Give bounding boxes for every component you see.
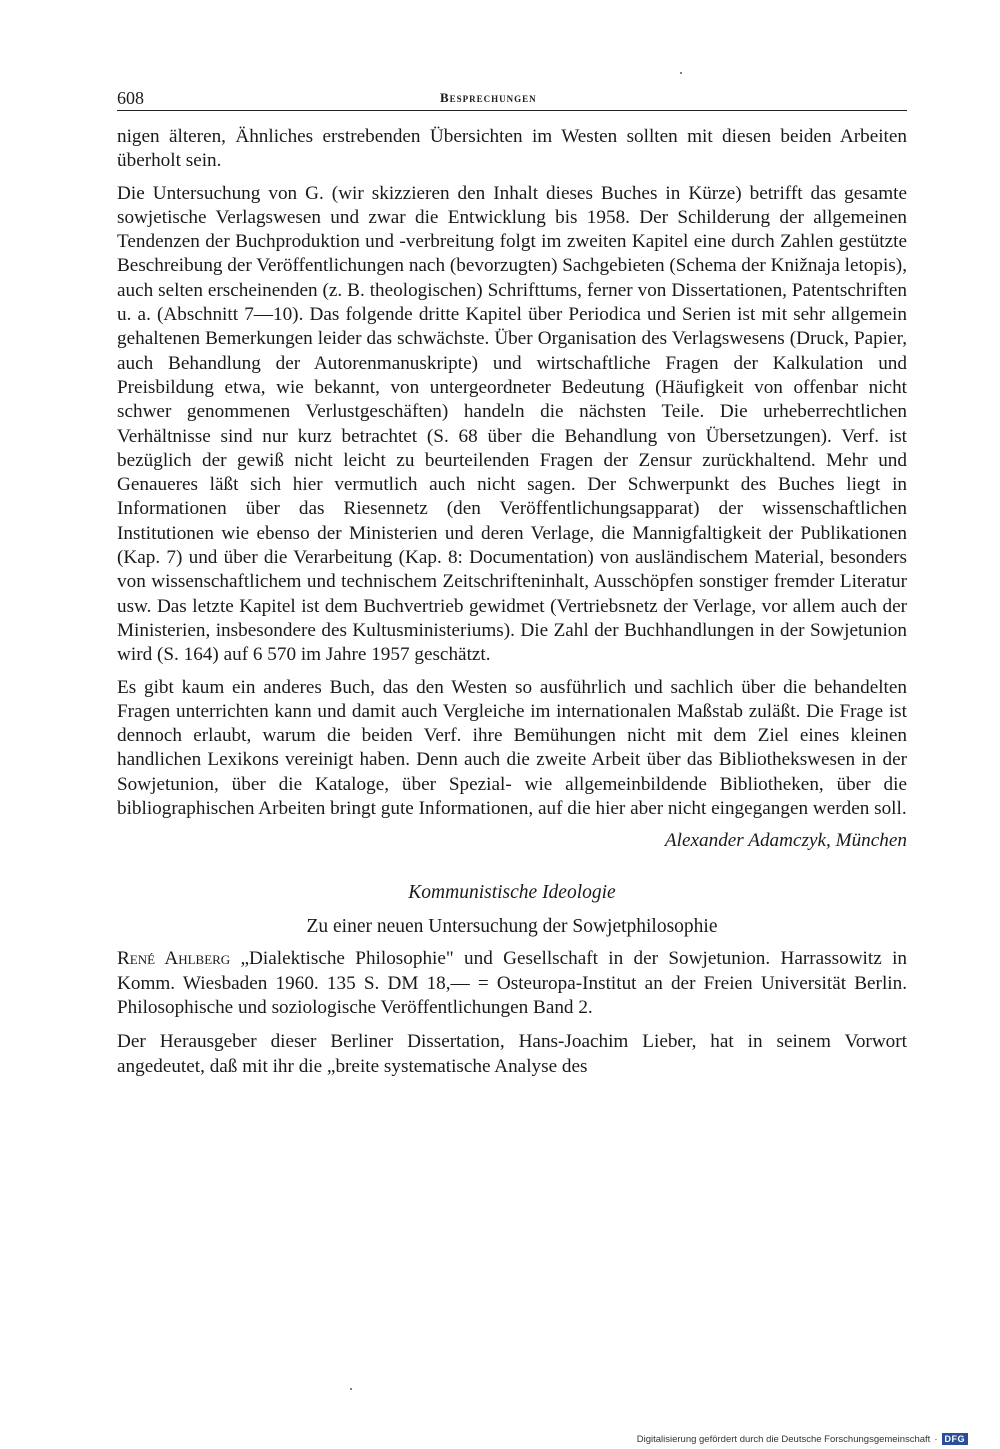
running-head: Besprechungen [440, 90, 537, 105]
scan-speck [680, 72, 682, 74]
reviewer-signature: Alexander Adamczyk, München [664, 830, 907, 852]
dfg-logo-icon: DFG [942, 1433, 969, 1445]
continuation-paragraph: Der Herausgeber dieser Berliner Dissertation, Hans-Joachim Lieber, hat in seinem Vorwort angedeutet, daß mit ihr die „breite systematische Analyse des [117, 1031, 907, 1077]
review-body [117, 125, 907, 821]
page-number: 608 [117, 88, 144, 108]
section-title: Kommunistische Ideologie [408, 882, 616, 904]
paragraph-1: nigen älteren, Ähnliches erstrebenden Übersichten im Westen sollten mit diesen beiden Arbeiten überholt sein. [117, 126, 907, 172]
section-subtitle: Zu einer neuen Untersuchung der Sowjetphilosophie [306, 916, 718, 938]
credit-text: Digitalisierung gefördert durch die Deutsche Forschungsgemeinschaft [636, 1433, 931, 1445]
citation-details: „Dialektische Philosophie" und Gesellschaft in der Sowjetunion. Harrassowitz in Komm. Wiesbaden 1960. 135 S. DM 18,— = Osteuropa-Institut an der Freien Universität Berlin. Philosophische und soziologische Veröffentlichungen Band 2. [117, 948, 907, 1018]
digitization-credit: Digitalisierung gefördert durch die Deutsche Forschungsgemeinschaft · DFG [637, 1433, 968, 1445]
paragraph-3: Es gibt kaum ein anderes Buch, das den Westen so ausführlich und sachlich über die behandelten Fragen unterrichten kann und damit auch Vergleiche im internationalen Maßstab zuläßt. Die Frage ist dennoch erlaubt, warum die beiden Verf. ihre Bemühungen nicht mit dem Ziel eines kleinen handlichen Lexikons vereinigt haben. Denn auch die zweite Arbeit über das Bibliothekswesen in der Sowjetunion, über die Kataloge, über Spezial- wie allgemeinbildende Bibliotheken, über die bibliographischen Arbeiten bringt gute Informationen, auf die hier aber nicht eingegangen werden soll. [117, 676, 907, 820]
page-header [117, 86, 907, 111]
scan-speck [350, 1388, 352, 1390]
document-page [117, 86, 907, 1079]
paragraph-2: Die Untersuchung von G. (wir skizzieren den Inhalt dieses Buches in Kürze) betrifft das gesamte sowjetische Verlagswesen und zwar die Entwicklung bis 1958. Der Schilderung der allgemeinen Tendenzen der Buchproduktion und -verbreitung folgt im zweiten Kapitel eine durch Zahlen gestützte Beschreibung der Veröffentlichungen nach (bevorzugten) Sachgebieten (Schema der Knižnaja letopis), auch selten erscheinenden (z. B. theologischen) Schrifttums, ferner von Dissertationen, Patentschriften u. a. (Abschnitt 7—10). Das folgende dritte Kapitel über Periodica und Serien ist mit sehr allgemein gehaltenen Bemerkungen leider das schwächste. Über Organisation des Verlagswesens (Druck, Papier, auch Behandlung der Autorenmanuskripte) und wirtschaftliche Fragen der Kalkulation und Preisbildung etwa, wie bekannt, von untergeordneter Bedeutung (Häufigkeit von offenbar nicht schwer genommenen Verlustgeschäften) handeln die nächsten Teile. Die urheberrechtlichen Verhältnisse sind nur kurz betrachtet (S. 68 über die Behandlung von Übersetzungen). Verf. ist bezüglich der gewiß nicht leicht zu beurteilenden Fragen der Zensur zurückhaltend. Mehr und Genaueres läßt sich hier vermutlich auch nicht sagen. Der Schwerpunkt des Buches liegt in Informationen über das Riesennetz (den Veröffentlichungsapparat) der wissenschaftlichen Institutionen wie ebenso der Ministerien und deren Verlage, die Mannigfaltigkeit der Publikationen (Kap. 7) und über die Verarbeitung (Kap. 8: Documentation) von ausländischem Material, besonders von wissenschaftlichem und technischem Zeitschrifteninhalt, Ausschöpfen sonstiger fremder Literatur usw. Das letzte Kapitel ist dem Buchvertrieb gewidmet (Vertriebsnetz der Verlage, vor allem auch der Ministerien, insbesondere des Kultusministeriums). Die Zahl der Buchhandlungen in der Sowjetunion wird (S. 164) auf 6 570 im Jahre 1957 geschätzt. [117, 182, 907, 666]
citation-author: René Ahlberg [117, 948, 231, 970]
book-citation [117, 947, 907, 1020]
